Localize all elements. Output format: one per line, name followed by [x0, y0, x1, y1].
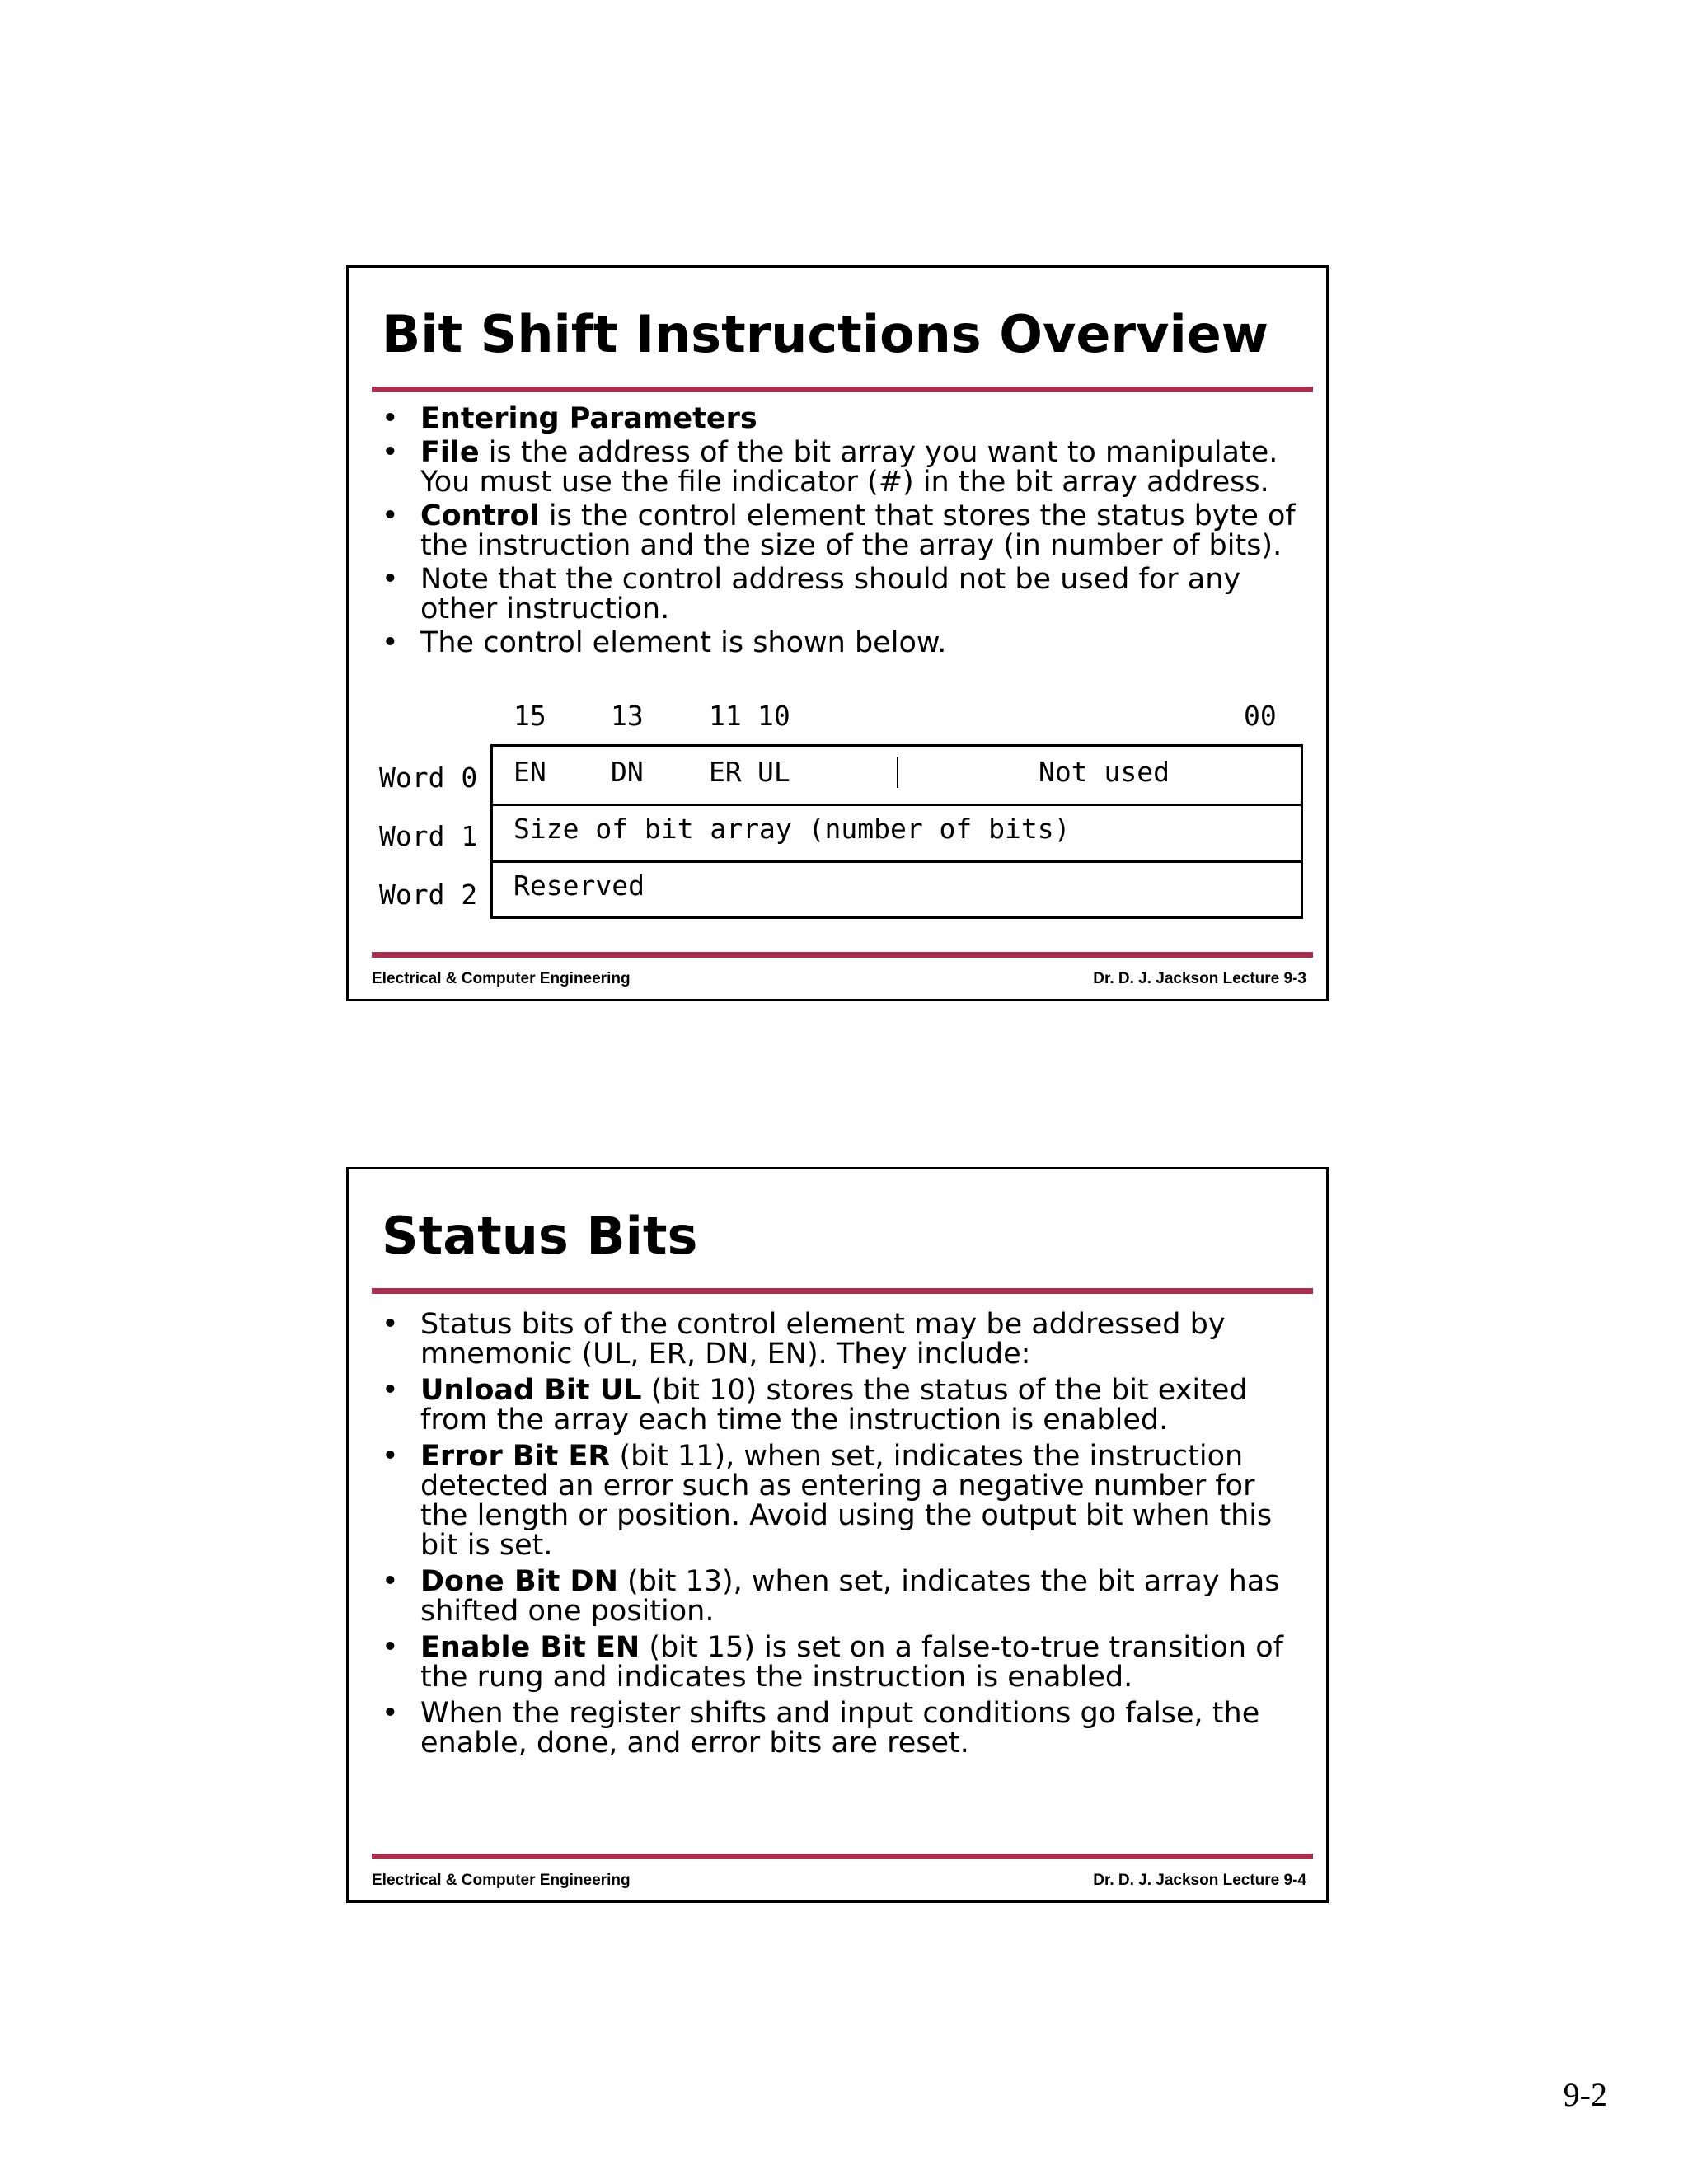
dn-bit-label: DN	[611, 756, 644, 788]
footer-department: Electrical & Computer Engineering	[372, 1872, 631, 1889]
title-rule	[372, 1288, 1313, 1294]
bit-number-00: 00	[1244, 700, 1277, 732]
slide-title: Status Bits	[382, 1206, 698, 1266]
bullet-item: • Done Bit DN (bit 13), when set, indicates the bit array has shifted one position.	[382, 1567, 1306, 1626]
not-used-label: Not used	[1039, 756, 1170, 788]
bullet-item: • Error Bit ER (bit 11), when set, indicates the instruction detected an error such as entering a negative number for the length or position. Avoid using the output bit when this bit is set.	[382, 1441, 1306, 1560]
bullet-list	[382, 1310, 1306, 1765]
footer-lecture: Dr. D. J. Jackson Lecture 9-3	[1093, 970, 1306, 987]
bullet-item: • When the register shifts and input conditions go false, the enable, done, and error bits are reset.	[382, 1699, 1306, 1758]
bullet-item: • Enable Bit EN (bit 15) is set on a false-to-true transition of the rung and indicates the instruction is enabled.	[382, 1633, 1306, 1692]
page-number: 9-2	[1563, 2076, 1607, 2113]
ul-bit-label: UL	[757, 756, 790, 788]
array-size-label: Size of bit array (number of bits)	[513, 813, 1071, 845]
footer-department: Electrical & Computer Engineering	[372, 970, 631, 987]
er-bit-label: ER	[709, 756, 742, 788]
slide-bit-shift-overview	[346, 265, 1329, 1001]
title-rule	[372, 387, 1313, 392]
bullet-item: • Note that the control address should not be used for any other instruction.	[382, 565, 1306, 624]
word-label-1: Word 1	[379, 820, 478, 852]
slide-status-bits	[346, 1167, 1329, 1903]
bit-number-13: 13	[611, 700, 644, 732]
bullet-item: • Unload Bit UL (bit 10) stores the status of the bit exited from the array each time the instruction is enabled.	[382, 1376, 1306, 1435]
bullet-item: • Entering Parameters	[382, 404, 1306, 434]
bit-number-15: 15	[513, 700, 546, 732]
bullet-item: • File is the address of the bit array you want to manipulate. You must use the file indicator (#) in the bit array address.	[382, 438, 1306, 497]
footer-lecture: Dr. D. J. Jackson Lecture 9-4	[1093, 1872, 1306, 1889]
bullet-list	[382, 404, 1306, 662]
en-bit-label: EN	[513, 756, 546, 788]
footer-rule	[372, 1854, 1313, 1859]
reserved-label: Reserved	[513, 869, 645, 902]
word2-row	[493, 860, 1301, 917]
bullet-item: • The control element is shown below.	[382, 628, 1306, 658]
control-element-table	[490, 744, 1303, 919]
slide-title: Bit Shift Instructions Overview	[382, 304, 1269, 364]
bit-number-11: 11	[709, 700, 742, 732]
word-label-0: Word 0	[379, 762, 478, 794]
word0-row	[493, 747, 1301, 806]
bullet-item: • Status bits of the control element may be addressed by mnemonic (UL, ER, DN, EN). They include:	[382, 1310, 1306, 1369]
word-label-2: Word 2	[379, 879, 478, 911]
bit-number-10: 10	[757, 700, 790, 732]
bullet-item: • Control is the control element that stores the status byte of the instruction and the size of the array (in number of bits).	[382, 501, 1306, 560]
word1-row	[493, 804, 1301, 863]
footer-rule	[372, 952, 1313, 958]
field-divider	[897, 757, 898, 788]
